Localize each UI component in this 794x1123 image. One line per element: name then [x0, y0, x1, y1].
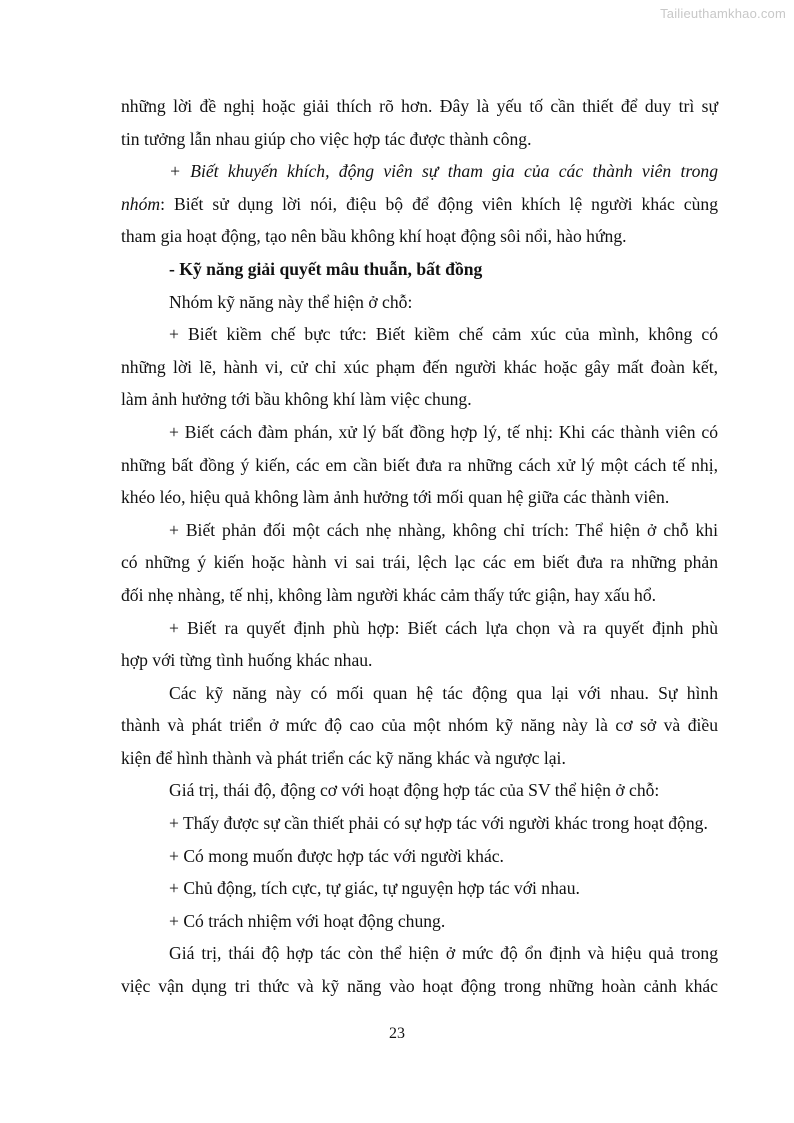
text-line: + Có trách nhiệm với hoạt động chung. — [169, 910, 446, 931]
text-line: Giá trị, thái độ hợp tác còn thể hiện ở mức độ ổn định và hiệu quả trong — [169, 943, 718, 964]
text-line: + Thấy được sự cần thiết phải có sự hợp tác với người khác trong hoạt động. — [169, 813, 708, 834]
text-line: đối nhẹ nhàng, tế nhị, không làm người khác cảm thấy tức giận, hay xấu hổ. — [121, 584, 657, 605]
text-line: + Chủ động, tích cực, tự giác, tự nguyện hợp tác với nhau. — [169, 878, 580, 899]
italic-term: nhóm — [121, 193, 161, 214]
text-line: Nhóm kỹ năng này thể hiện ở chỗ: — [169, 291, 413, 312]
text-line: + Biết phản đối một cách nhẹ nhàng, không chỉ trích: Thể hiện ở chỗ khi — [169, 519, 718, 540]
text-line: việc vận dụng tri thức và kỹ năng vào hoạt động trong những hoàn cảnh khác — [121, 976, 718, 997]
text-line: những lời đề nghị hoặc giải thích rõ hơn. Đây là yếu tố cần thiết để duy trì sự — [121, 96, 718, 116]
text-line: hợp với từng tình huống khác nhau. — [121, 650, 373, 671]
text-line: Giá trị, thái độ, động cơ với hoạt động hợp tác của SV thể hiện ở chỗ: — [169, 780, 660, 801]
text-line: tham gia hoạt động, tạo nên bầu không khí hoạt động sôi nổi, hào hứng. — [121, 226, 627, 247]
text-line: những bất đồng ý kiến, các em cần biết đưa ra những cách xử lý một cách tế nhị, — [121, 454, 718, 475]
text-line: thành và phát triển ở mức độ cao của một nhóm kỹ năng này là cơ sở và điều — [121, 715, 718, 736]
text-line: + Biết kiềm chế bực tức: Biết kiềm chế cảm xúc của mình, không có — [169, 324, 718, 345]
text-line: kiện để hình thành và phát triển các kỹ năng khác và ngược lại. — [121, 747, 566, 768]
text-line: + Có mong muốn được hợp tác với người khác. — [169, 845, 504, 866]
text-line — [121, 188, 718, 221]
text-line: những lời lẽ, hành vi, cử chỉ xúc phạm đến người khác hoặc gây mất đoàn kết, — [121, 356, 718, 377]
text-line: có những ý kiến hoặc hành vi sai trái, lệch lạc các em biết đưa ra những phản — [121, 552, 718, 573]
text-fragment: : Biết sử dụng lời nói, điệu bộ để động viên khích lệ người khác cùng — [160, 193, 718, 214]
text-line: tin tưởng lẫn nhau giúp cho việc hợp tác được thành công. — [121, 128, 532, 149]
text-line: Các kỹ năng này có mối quan hệ tác động qua lại với nhau. Sự hình — [169, 682, 718, 703]
text-line: làm ảnh hưởng tới bầu không khí làm việc chung. — [121, 389, 472, 410]
text-line: + Biết ra quyết định phù hợp: Biết cách lựa chọn và ra quyết định phù — [169, 617, 718, 638]
text-line: khéo léo, hiệu quả không làm ảnh hưởng tới mối quan hệ giữa các thành viên. — [121, 487, 670, 508]
section-heading: - Kỹ năng giải quyết mâu thuẫn, bất đồng — [169, 258, 483, 279]
text-line: + Biết khuyến khích, động viên sự tham gia của các thành viên trong — [169, 161, 718, 182]
document-body — [121, 90, 718, 1003]
watermark: Tailieuthamkhao.com — [660, 6, 786, 21]
page-number: 23 — [389, 1025, 405, 1042]
text-line: + Biết cách đàm phán, xử lý bất đồng hợp lý, tế nhị: Khi các thành viên có — [169, 421, 718, 442]
